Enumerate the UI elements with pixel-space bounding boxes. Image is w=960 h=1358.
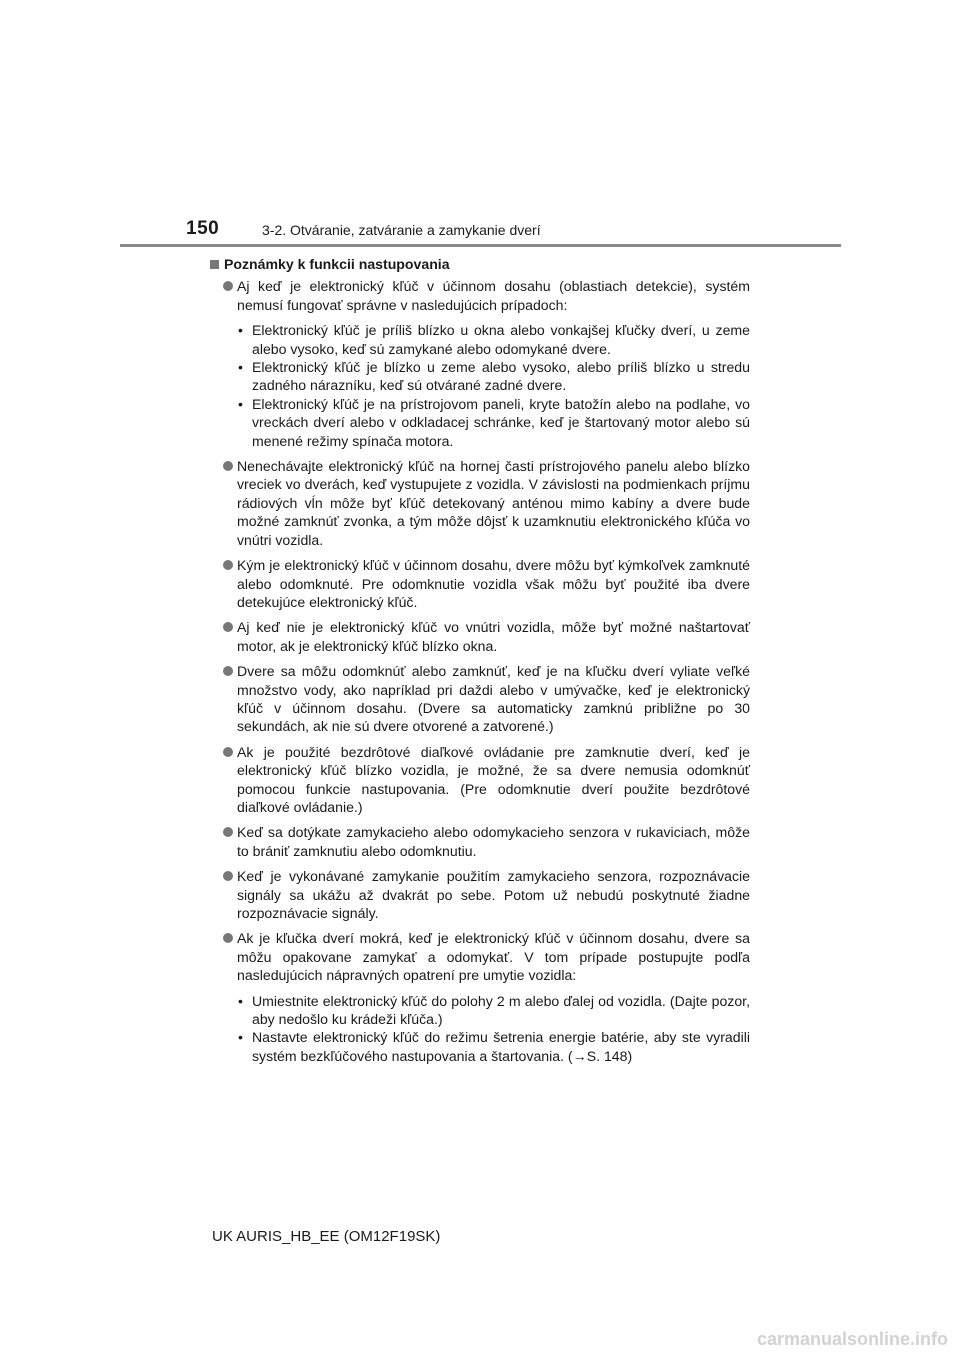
- circle-bullet-icon: [223, 281, 233, 291]
- section-heading-text: Poznámky k funkcii nastupovania: [224, 256, 450, 272]
- sub-list-item: [237, 1028, 750, 1065]
- small-bullet-icon: •: [238, 322, 243, 339]
- small-bullet-icon: •: [238, 1029, 243, 1046]
- small-bullet-icon: •: [238, 395, 243, 412]
- note-item: [210, 556, 750, 611]
- section-heading: [210, 255, 750, 273]
- note-item: [210, 823, 750, 860]
- footer-model-code: UK AURIS_HB_EE (OM12F19SK): [212, 1228, 441, 1245]
- note-text: Dvere sa môžu odomknúť alebo zamknúť, keď je na kľučku dverí vyliate veľké množstvo vody, ako napríklad pri daždi alebo v umývačke, keď je elektronický kľúč v účinnom dosahu. (Dvere sa automaticky zamknú približne po 30 sekundách, ak nie sú dvere otvorené a zatvorené.): [237, 663, 750, 735]
- circle-bullet-icon: [223, 560, 233, 570]
- circle-bullet-icon: [223, 622, 233, 632]
- note-item: [210, 618, 750, 655]
- circle-bullet-icon: [223, 747, 233, 757]
- sub-list: [237, 321, 750, 450]
- note-text: Nenechávajte elektronický kľúč na hornej časti prístrojového panelu alebo blízko vreciek vo dverách, keď vystupujete z vozidla. V závislosti na podmienkach príjmu rádiových vĺn môže byť kľúč detekovaný anténou mimo kabíny a dvere bude možné zamknúť zvonka, a tým môže dôjsť k uzamknutiu elektronického kľúča vo vnútri vozidla.: [237, 458, 750, 548]
- note-text: Ak je kľučka dverí mokrá, keď je elektronický kľúč v účinnom dosahu, dvere sa môžu opakovane zamykať a odomykať. V tom prípade postupujte podľa nasledujúcich nápravných opatrení pre umytie vozidla:: [237, 930, 750, 984]
- note-text: Aj keď je elektronický kľúč v účinnom dosahu (oblastiach detekcie), systém nemusí fungovať správne v nasledujúcich prípadoch:: [237, 278, 750, 313]
- small-bullet-icon: •: [238, 992, 243, 1009]
- page-number: 150: [186, 218, 220, 239]
- header-rule: [120, 244, 841, 247]
- sub-list-item: [237, 321, 750, 358]
- note-item: [210, 867, 750, 922]
- note-item: [210, 743, 750, 817]
- sub-list-text: Elektronický kľúč je blízko u zeme alebo vysoko, alebo príliš blízko u stredu zadného nárazníku, keď sú otvárané zadné dvere.: [252, 359, 750, 394]
- circle-bullet-icon: [223, 461, 233, 471]
- page-content: [210, 255, 750, 1072]
- note-text: Keď je vykonávané zamykanie použitím zamykacieho senzora, rozpoznávacie signály sa ukážu až dvakrát po sebe. Potom už nebudú poskytnuté žiadne rozpoznávacie signály.: [237, 868, 750, 921]
- sub-list-text: Elektronický kľúč je príliš blízko u okna alebo vonkajšej kľučky dverí, u zeme alebo vysoko, keď sú zamykané alebo odomykané dvere.: [252, 322, 750, 357]
- sub-list-text: Umiestnite elektronický kľúč do polohy 2 m alebo ďalej od vozidla. (Dajte pozor, aby nedošlo ku krádeži kľúča.): [252, 992, 750, 1028]
- sub-list-text: Elektronický kľúč je na prístrojovom paneli, kryte batožín alebo na podlahe, vo vreckách dverí alebo v odkladacej schránke, keď je štartovaný motor alebo sú menené režimy spínača motora.: [252, 395, 750, 449]
- note-item: [210, 929, 750, 1065]
- note-text: Ak je použité bezdrôtové diaľkové ovládanie pre zamknutie dverí, keď je elektronický kľúč blízko vozidla, je možné, že sa dvere nemusia odomknúť pomocou funkcie nastupovania. (Pre odomknutie dverí použite bezdrôtové diaľkové ovládanie.): [237, 743, 750, 815]
- small-bullet-icon: •: [238, 359, 243, 376]
- circle-bullet-icon: [223, 871, 233, 881]
- note-item: [210, 277, 750, 450]
- circle-bullet-icon: [223, 666, 233, 676]
- sub-list-item: [237, 358, 750, 395]
- circle-bullet-icon: [223, 827, 233, 837]
- note-text: Keď sa dotýkate zamykacieho alebo odomykacieho senzora v rukaviciach, môže to brániť zamknutiu alebo odomknutiu.: [237, 824, 750, 859]
- circle-bullet-icon: [223, 933, 233, 943]
- sub-list-item: [237, 992, 750, 1029]
- note-item: [210, 457, 750, 549]
- square-bullet-icon: [210, 260, 219, 269]
- watermark: carmanualsonline.info: [756, 1329, 948, 1349]
- note-text: Kým je elektronický kľúč v účinnom dosahu, dvere môžu byť kýmkoľvek zamknuté alebo odomknuté. Pre odomknutie vozidla však môžu byť použité iba dvere detekujúce elektronický kľúč.: [237, 557, 750, 610]
- note-item: [210, 662, 750, 736]
- sub-list-text: Nastavte elektronický kľúč do režimu šetrenia energie batérie, aby ste vyradili systém bezkľúčového nastupovania a štartovania. (→S. 148): [252, 1029, 750, 1064]
- sub-list: [237, 992, 750, 1066]
- sub-list-item: [237, 395, 750, 450]
- note-text: Aj keď nie je elektronický kľúč vo vnútri vozidla, môže byť možné naštartovať motor, ak je elektronický kľúč blízko okna.: [237, 619, 750, 654]
- section-title: 3-2. Otváranie, zatváranie a zamykanie dverí: [262, 222, 541, 238]
